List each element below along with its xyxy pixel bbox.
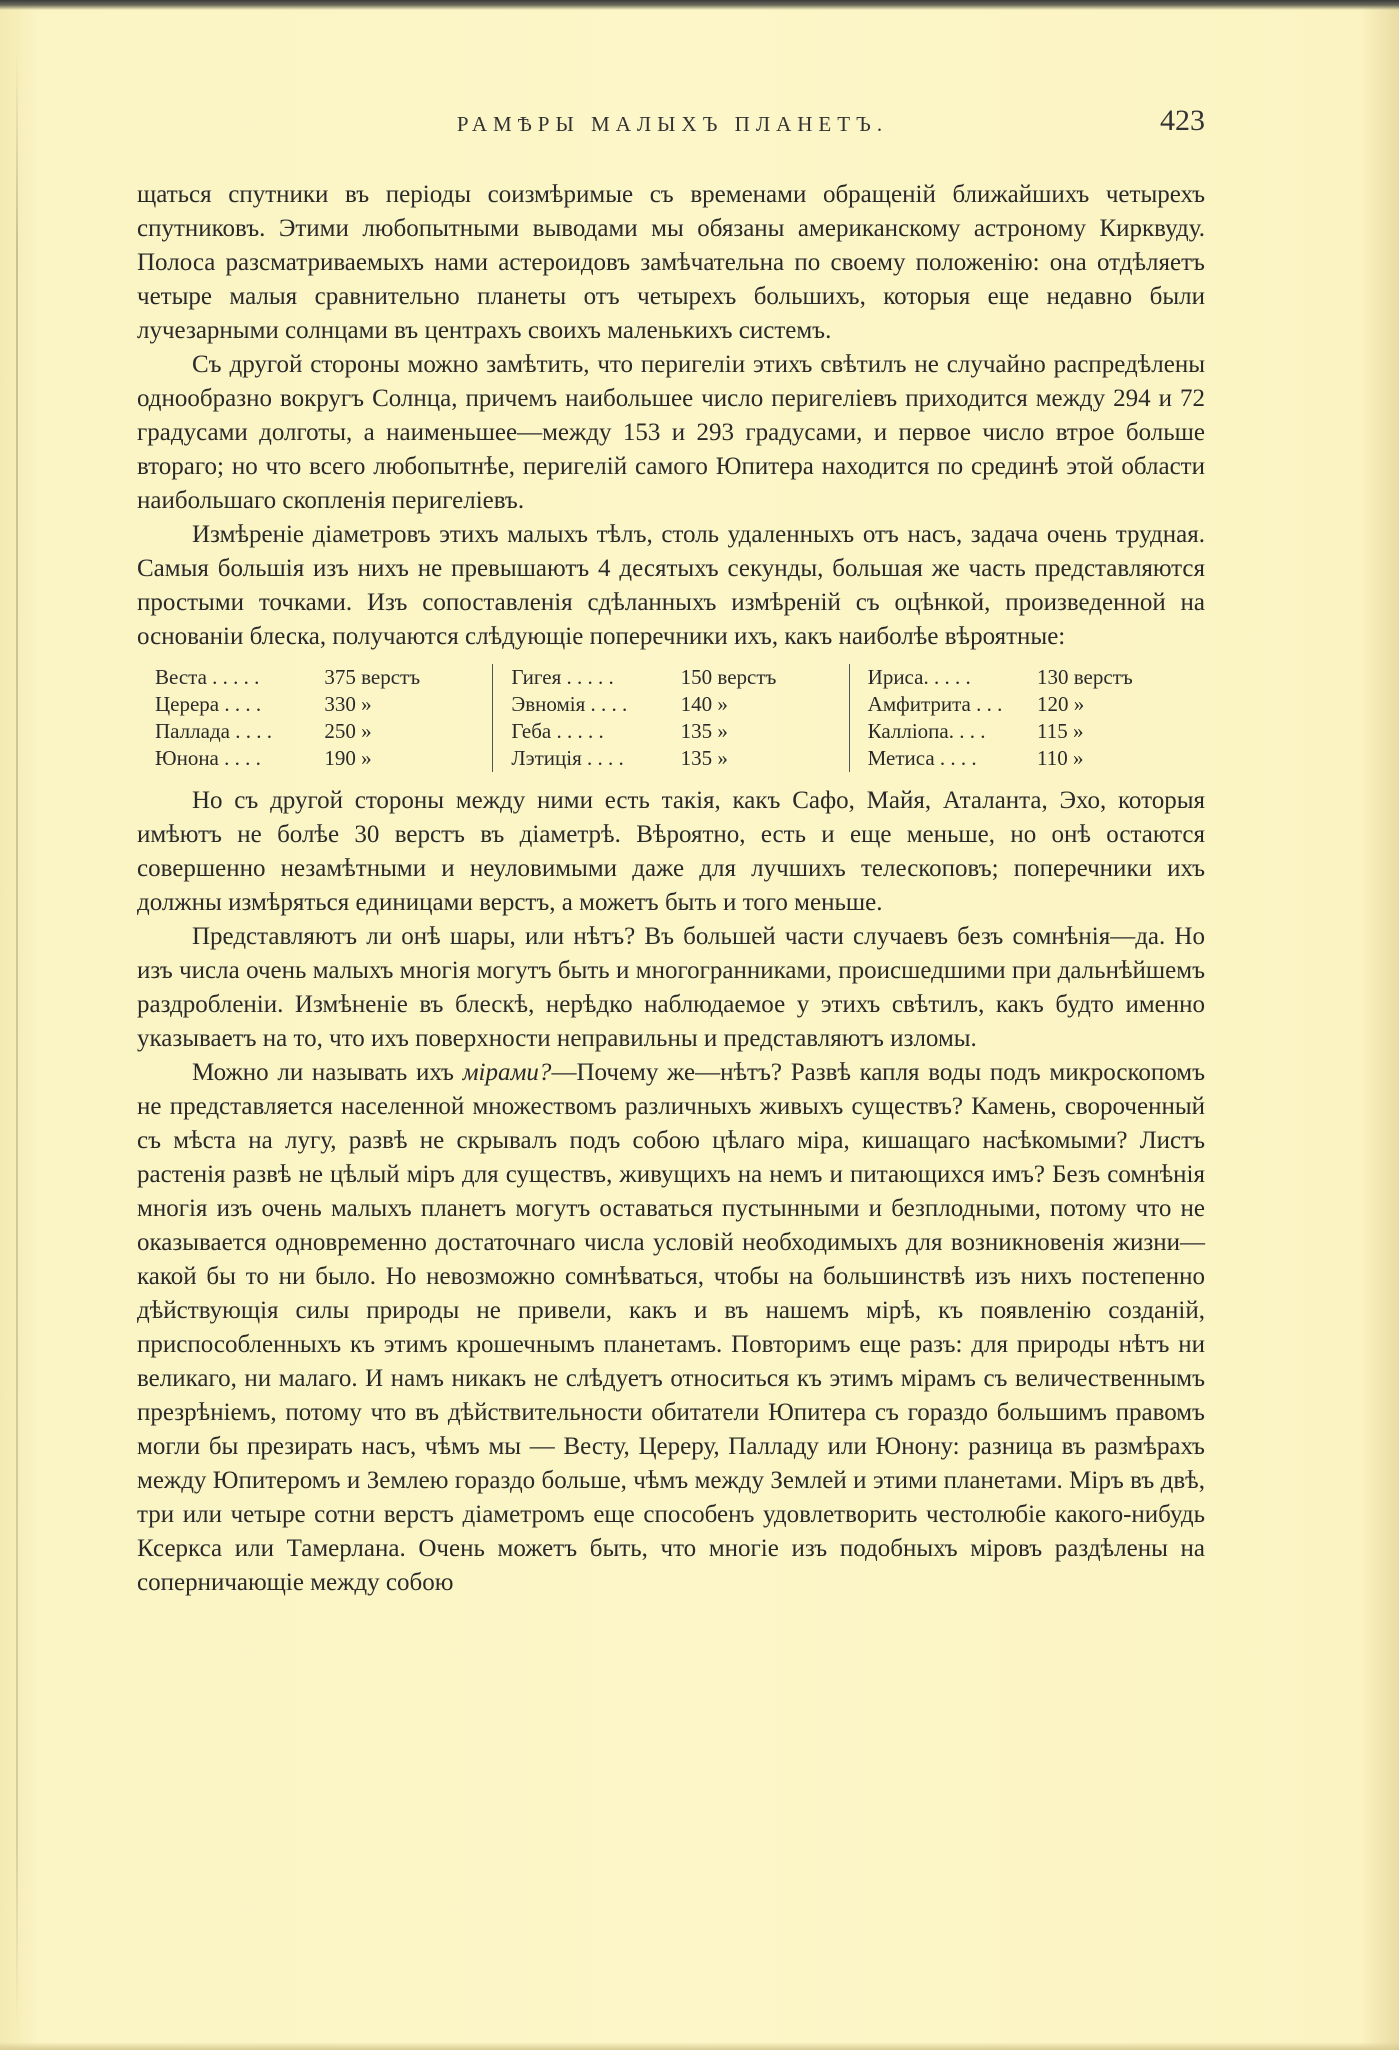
table-row: [155, 691, 474, 718]
table-row: [155, 664, 474, 691]
asteroid-diameter: 135 »: [680, 719, 728, 743]
asteroid-name: Ириса. . . . .: [867, 665, 971, 689]
page-number: 423: [1160, 104, 1205, 137]
table-row: [868, 718, 1187, 745]
paragraph: Съ другой стороны можно замѣтить, что перигеліи этихъ свѣтилъ не случайно распредѣлены однообразно вокругъ Солнца, причемъ наибольшее число перигеліевъ приходится между 294 и 72 градусами долготы, а наименьшее—между 153 и 293 градусами, и первое число втрое больше втораго; но что всего любопытнѣе, перигелій самого Юпитера находится по срединѣ этой области наибольшаго скопленія перигеліевъ.: [137, 351, 1205, 514]
asteroid-diameter: 115 »: [1036, 719, 1084, 743]
paragraph: Но съ другой стороны между ними есть такія, какъ Сафо, Майя, Аталанта, Эхо, которыя имѣютъ не болѣе 30 верстъ въ діаметрѣ. Вѣроятно, есть и еще меньше, но онѣ остаются совершенно незамѣтными и неуловимыми даже для лучшихъ телескоповъ; поперечники ихъ должны измѣряться единицами верстъ, а можетъ быть и того меньше.: [137, 787, 1205, 916]
table-row: [868, 664, 1187, 691]
asteroid-diameter: 150 верстъ: [680, 665, 777, 689]
page-top-edge: [0, 0, 1399, 10]
running-title: РАМѢРЫ МАЛЫХЪ ПЛАНЕТЪ.: [456, 112, 889, 136]
table-row: [155, 745, 474, 772]
table-row: [868, 745, 1187, 772]
asteroid-diameter: 375 верстъ: [324, 665, 421, 689]
text-run: —Почему же—нѣтъ? Развѣ капля воды подъ микроскопомъ не представляется населенной множествомъ различныхъ живыхъ существъ? Камень, свороченный съ мѣста на лугу, развѣ не скрывалъ подъ собою цѣлаго міра, кишащаго насѣкомыми? Листъ растенія развѣ не цѣлый міръ для существъ, живущихъ на немъ и питающихся имъ? Безъ сомнѣнія многія изъ очень малыхъ планетъ могутъ оставаться пустынными и безплодными, потому что не оказывается одновременно достаточнаго числа условій необходимыхъ для возникновенія жизни—какой бы то ни было. Но невозможно сомнѣваться, чтобы на большинствѣ изъ нихъ постепенно дѣйствующія силы природы не привели, какъ и въ нашемъ мірѣ, къ появленію созданій, приспособленныхъ къ этимъ крошечнымъ планетамъ. Повторимъ еще разъ: для природы нѣтъ ни великаго, ни малаго. И намъ никакъ не слѣдуетъ относиться къ этимъ мірамъ съ величественнымъ презрѣніемъ, потому что въ дѣйствительности обитатели Юпитера съ гораздо большимъ правомъ могли бы презирать насъ, чѣмъ мы — Весту, Цереру, Палладу или Юнону: разница въ размѣрахъ между Юпитеромъ и Землею гораздо больше, чѣмъ между Землей и этими планетами. Міръ въ двѣ, три или четыре сотни верстъ діаметромъ еще способенъ удовлетворить честолюбіе какого-нибудь Ксеркса или Тамерлана. Очень можетъ быть, что многіе изъ подобныхъ міровъ раздѣлены на соперничающіе между собою: [137, 1059, 1205, 1596]
asteroid-diameter: 140 »: [680, 692, 728, 716]
asteroid-name: Паллада . . . .: [155, 719, 272, 743]
text-run: Можно ли называть ихъ: [192, 1059, 463, 1086]
asteroid-name: Эвномія . . . .: [511, 692, 628, 716]
asteroid-diameter: 250 »: [324, 719, 372, 743]
asteroid-name: Юнона . . . .: [155, 746, 261, 770]
table-row: [868, 691, 1187, 718]
asteroid-diameter: 130 верстъ: [1036, 665, 1133, 689]
page-left-edge: [16, 50, 18, 2030]
diameter-table: [137, 664, 1205, 772]
asteroid-name: Церера . . . .: [155, 692, 262, 716]
asteroid-diameter: 110 »: [1036, 746, 1084, 770]
asteroid-name: Веста . . . . .: [155, 665, 260, 689]
table-row: [155, 718, 474, 745]
table-row: [511, 664, 830, 691]
asteroid-name: Метиса . . . .: [867, 746, 977, 770]
page-body: [137, 178, 1205, 1600]
asteroid-diameter: 135 »: [680, 746, 728, 770]
page-bottom-edge: [0, 2042, 1399, 2050]
italic-word: мірами?: [462, 1059, 552, 1086]
asteroid-name: Амфитрита . . .: [867, 692, 1003, 716]
table-row: [511, 745, 830, 772]
page-header: [140, 104, 1205, 144]
asteroid-diameter: 330 »: [324, 692, 372, 716]
asteroid-diameter: 120 »: [1036, 692, 1085, 716]
asteroid-name: Каллiопа. . . .: [867, 719, 986, 743]
table-column: [493, 664, 849, 772]
paragraph: щаться спутники въ періоды соизмѣримые съ временами обращеній ближайшихъ четырехъ спутниковъ. Этими любопытными выводами мы обязаны американскому астроному Кирквуду. Полоса разсматриваемыхъ нами астероидовъ замѣчательна по своему положенію: она отдѣляетъ четыре малыя сравнительно планеты отъ четырехъ большихъ, которыя еще недавно были лучезарными солнцами въ центрахъ своихъ маленькихъ системъ.: [137, 181, 1205, 344]
table-column: [850, 664, 1205, 772]
asteroid-diameter: 190 »: [324, 746, 372, 770]
paragraph: Измѣреніе діаметровъ этихъ малыхъ тѣлъ, столь удаленныхъ отъ насъ, задача очень трудная. Самыя большія изъ нихъ не превышаютъ 4 десятыхъ секунды, большая же часть представляются простыми точками. Изъ сопоставленія сдѣланныхъ измѣреній съ оцѣнкой, произведенной на основаніи блеска, получаются слѣдующіе поперечники ихъ, какъ наиболѣе вѣроятные:: [137, 521, 1205, 650]
asteroid-name: Гигея . . . . .: [511, 665, 614, 689]
paragraph-worlds: [137, 1056, 1205, 1600]
paragraph: Представляютъ ли онѣ шары, или нѣтъ? Въ большей части случаевъ безъ сомнѣнія—да. Но изъ числа очень малыхъ многія могутъ быть и многогранниками, происшедшими при дальнѣйшемъ раздробленіи. Измѣненіе въ блескѣ, нерѣдко наблюдаемое у этихъ свѣтилъ, какъ будто именно указываетъ на то, что ихъ поверхности неправильны и представляютъ изломы.: [137, 923, 1205, 1052]
table-row: [511, 718, 830, 745]
table-column: [137, 664, 493, 772]
asteroid-name: Лэтиція . . . .: [511, 746, 624, 770]
table-row: [511, 691, 830, 718]
asteroid-name: Геба . . . . .: [511, 719, 604, 743]
